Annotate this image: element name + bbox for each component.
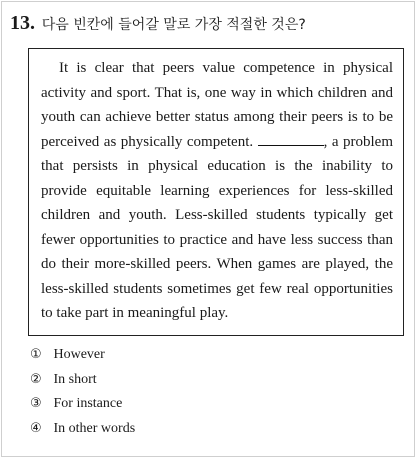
passage-before-blank: It is clear that peers value competence in physical activity and sport. That is, one way in which children and youth can achieve better status among their peers is to be perceived as physically competent. — [41, 60, 393, 150]
choice-3[interactable] — [30, 392, 135, 417]
choice-text: In other words — [53, 420, 136, 436]
choice-2[interactable] — [30, 368, 135, 393]
choice-1[interactable] — [30, 343, 135, 368]
choice-4[interactable] — [30, 417, 135, 442]
choice-marker: ② — [30, 371, 42, 387]
answer-blank — [258, 131, 324, 146]
passage-box — [28, 48, 404, 336]
choice-marker: ③ — [30, 396, 42, 411]
choice-text: For instance — [53, 396, 123, 411]
choice-text: In short — [53, 371, 97, 387]
passage-text — [41, 56, 393, 326]
question-header — [10, 12, 306, 35]
choice-marker: ① — [30, 347, 42, 362]
question-number: 13. — [10, 12, 35, 34]
choice-text: However — [53, 347, 105, 362]
passage-after-blank: , a problem that persists in physical education is the inability to provide equitable learning experiences for less-skilled children and youth. Less-skilled students typically get fewer opportunities to practice and have less success than do their more-skilled peers. When games are played, the less-skilled students sometimes get few real opportunities to take part in meaningful play. — [41, 133, 393, 321]
choice-marker: ④ — [30, 420, 42, 436]
answer-choices — [30, 343, 135, 441]
question-prompt: 다음 빈칸에 들어갈 말로 가장 적절한 것은? — [41, 17, 306, 33]
